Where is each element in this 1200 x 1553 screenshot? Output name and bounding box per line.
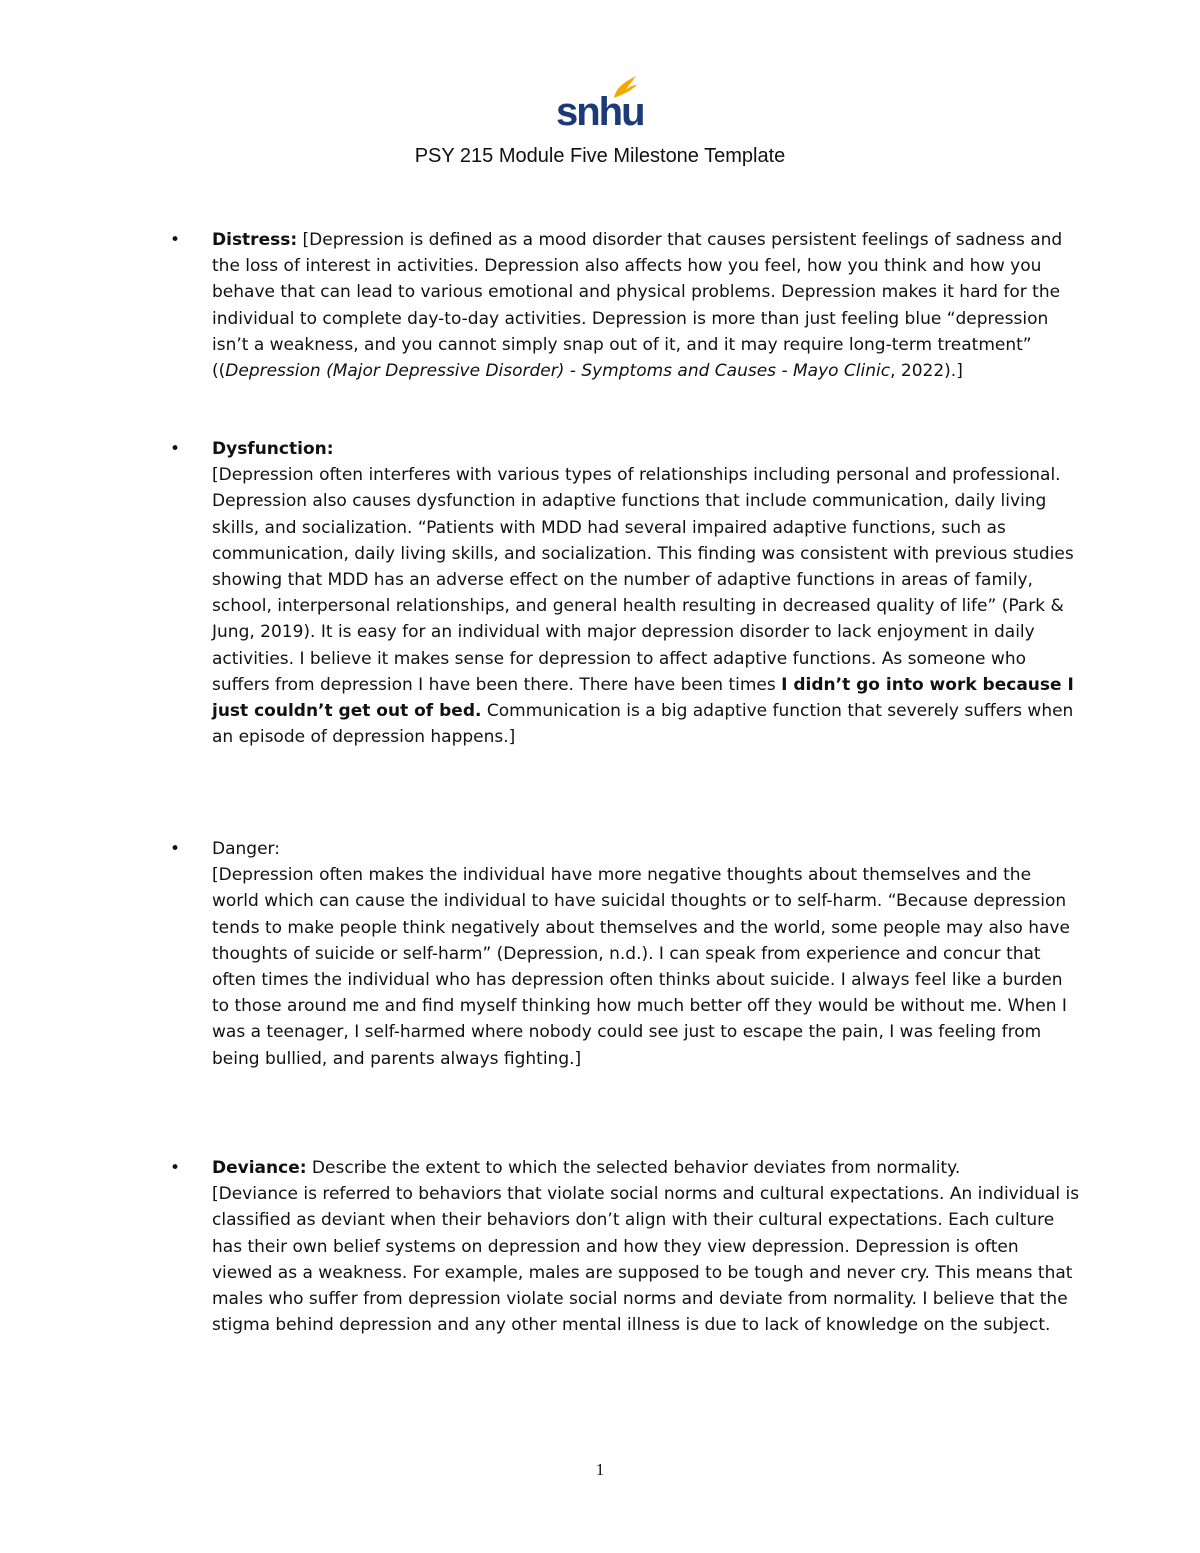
- section-label: Dysfunction:: [212, 439, 334, 459]
- section-body: [Deviance is referred to behaviors that violate social norms and cultural expectations. An individual is classified as deviant when their behaviors don’t align with their cultural expectations. Each culture has their own belief systems on depression and how they view depression. Depression is often viewed as a weakness. For example, males are supposed to be tough and never cry. This means that males who suffer from depression violate social norms and deviate from normality. I believe that the stigma behind depression and any other mental illness is due to lack of knowledge on the subject.: [212, 1184, 1080, 1336]
- section-body: [212, 462, 1082, 750]
- logo-text: snhu: [556, 90, 644, 134]
- section-text: , 2022).]: [890, 361, 963, 382]
- section-dysfunction: [170, 436, 1082, 750]
- section-distress: [170, 227, 1082, 384]
- emphasis-text: I didn’t go into work because I just couldn’t get out of bed.: [212, 674, 1074, 722]
- section-label: Distress:: [212, 230, 298, 250]
- section-prompt: Describe the extent to which the selected behavior deviates from normality.: [306, 1158, 961, 1178]
- section-text: [Depression often interferes with various types of relationships including personal and professional. Depression also causes dysfunction in adaptive functions that include communication, daily living skills, and socialization. “Patients with MDD had several impaired adaptive functions, such as communication, daily living skills, and socialization. This finding was consistent with previous studies showing that MDD has an adverse effect on the number of adaptive functions in areas of family, school, interpersonal relationships, and general health resulting in decreased quality of life” (Park & Jung, 2019). It is easy for an individual with major depression disorder to lack enjoyment in daily activities. I believe it makes sense for depression to affect adaptive functions. As someone who suffers from depression I have been there. There have been times: [212, 465, 1074, 695]
- section-deviance: [170, 1155, 1082, 1338]
- page-number: 1: [595, 1460, 605, 1479]
- section-body: [Depression often makes the individual have more negative thoughts about themselves and the world which can cause the individual to have suicidal thoughts or to self-harm. “Because depression tends to make people think negatively about themselves and the world, some people may also have thoughts of suicide or self-harm” (Depression, n.d.). I can speak from experience and concur that often times the individual who has depression often thinks about suicide. I always feel like a burden to those around me and find myself thinking how much better off they would be without me. When I was a teenager, I self-harmed where nobody could see just to escape the pain, I was feeling from being bullied, and parents always fighting.]: [212, 865, 1070, 1069]
- section-danger: [170, 836, 1082, 1072]
- section-text: Communication is a big adaptive function that severely suffers when an episode of depression happens.]: [212, 701, 1074, 748]
- section-heading: [212, 1155, 1082, 1181]
- bullet-icon: •: [170, 1158, 181, 1178]
- snhu-logo: [556, 74, 644, 134]
- bullet-icon: •: [170, 839, 181, 859]
- section-label: Danger:: [212, 839, 280, 859]
- bullet-icon: •: [170, 439, 181, 459]
- section-text: [Depression is defined as a mood disorder that causes persistent feelings of sadness and the loss of interest in activities. Depression also affects how you feel, how you think and how you behave that can lead to various emotional and physical problems. Depression makes it hard for the individual to complete day-to-day activities. Depression is more than just feeling blue “depression isn’t a weakness, and you cannot simply snap out of it, and it may require long-term treatment” ((: [212, 230, 1063, 382]
- document-title: PSY 215 Module Five Milestone Template: [414, 145, 786, 167]
- section-label: Deviance:: [212, 1158, 307, 1178]
- bullet-icon: •: [170, 230, 181, 250]
- citation: Depression (Major Depressive Disorder) - Symptoms and Causes - Mayo Clinic: [225, 361, 891, 382]
- section-body: [212, 227, 1082, 384]
